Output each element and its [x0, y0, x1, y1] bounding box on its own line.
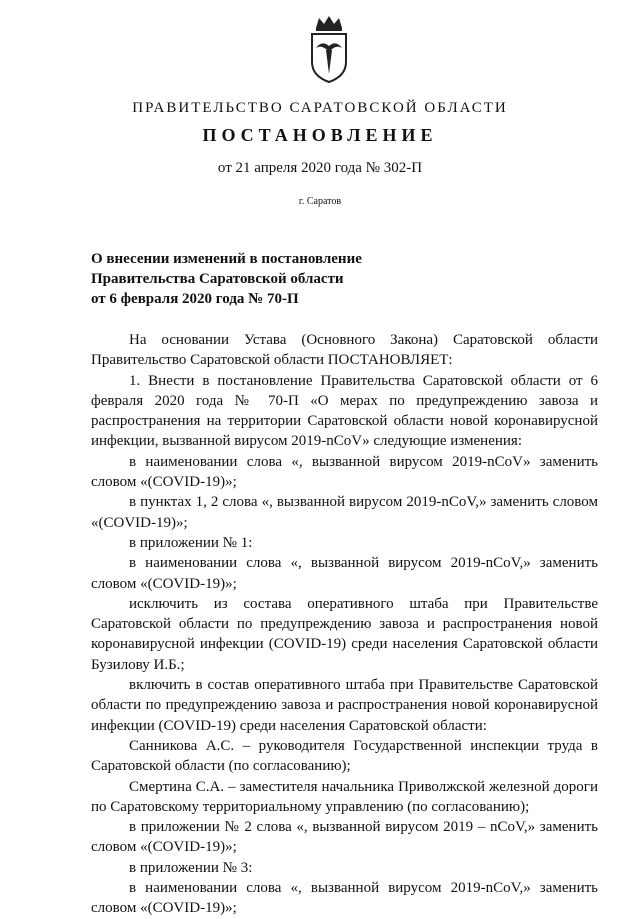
- paragraph: Смертина С.А. – заместителя начальника Приволжской железной дороги по Саратовскому территориальному управлению (по согласованию);: [91, 778, 598, 815]
- coat-of-arms-emblem: [308, 14, 350, 84]
- paragraph: в наименовании слова «, вызванной вирусом 2019-nCoV,» заменить словом «(COVID-19)»;: [91, 880, 598, 917]
- paragraph: в приложении № 1:: [129, 534, 253, 551]
- paragraph: 1. Внести в постановление Правительства Саратовской области от 6 февраля 2020 года № 70-П «О мерах по предупреждению завоза и распространения на территории Саратовской области новой коронавирусной инфекции, вызванной вирусом 2019-nCoV» следующие изменения:: [91, 372, 598, 450]
- document-body: [91, 330, 598, 919]
- paragraph: Санникова А.С. – руководителя Государственной инспекции труда в Саратовской области (по согласованию);: [91, 737, 598, 775]
- paragraph: На основании Устава (Основного Закона) Саратовской области Правительство Саратовской области ПОСТАНОВЛЯЕТ:: [91, 332, 598, 369]
- paragraph: в приложении № 3:: [129, 859, 253, 876]
- paragraph: в наименовании слова «, вызванной вирусом 2019-nCoV» заменить словом «(COVID-19)»;: [91, 453, 598, 491]
- paragraph: в приложении № 2 слова «, вызванной вирусом 2019 – nCoV,» заменить словом «(COVID-19)»;: [91, 819, 598, 856]
- document-city: г. Саратов: [298, 196, 342, 207]
- paragraph: исключить из состава оперативного штаба при Правительстве Саратовской области по предупреждению завоза и распространения новой коронавирусной инфекции (COVID-19) среди населения Саратовской области Бузилову И.Б.;: [91, 595, 598, 673]
- title-line-2: Правительства Саратовской области: [91, 271, 344, 287]
- document-date-number: от 21 апреля 2020 года № 302-П: [217, 160, 423, 176]
- paragraph: в наименовании слова «, вызванной вирусом 2019-nCoV,» заменить словом «(COVID-19)»;: [91, 555, 598, 592]
- title-line-3: от 6 февраля 2020 года № 70-П: [91, 291, 299, 307]
- document-type: ПОСТАНОВЛЕНИЕ: [202, 125, 438, 145]
- paragraph: в пунктах 1, 2 слова «, вызванной вирусом 2019-nCoV,» заменить словом «(COVID-19)»;: [91, 494, 598, 531]
- paragraph: включить в состав оперативного штаба при Правительстве Саратовской области по предупреждению завоза и распространения новой коронавирусной инфекции (COVID-19) среди населения Саратовской области:: [91, 677, 598, 734]
- title-line-1: О внесении изменений в постановление: [91, 251, 362, 267]
- government-name: ПРАВИТЕЛЬСТВО САРАТОВСКОЙ ОБЛАСТИ: [132, 100, 508, 116]
- document-title: [91, 249, 362, 309]
